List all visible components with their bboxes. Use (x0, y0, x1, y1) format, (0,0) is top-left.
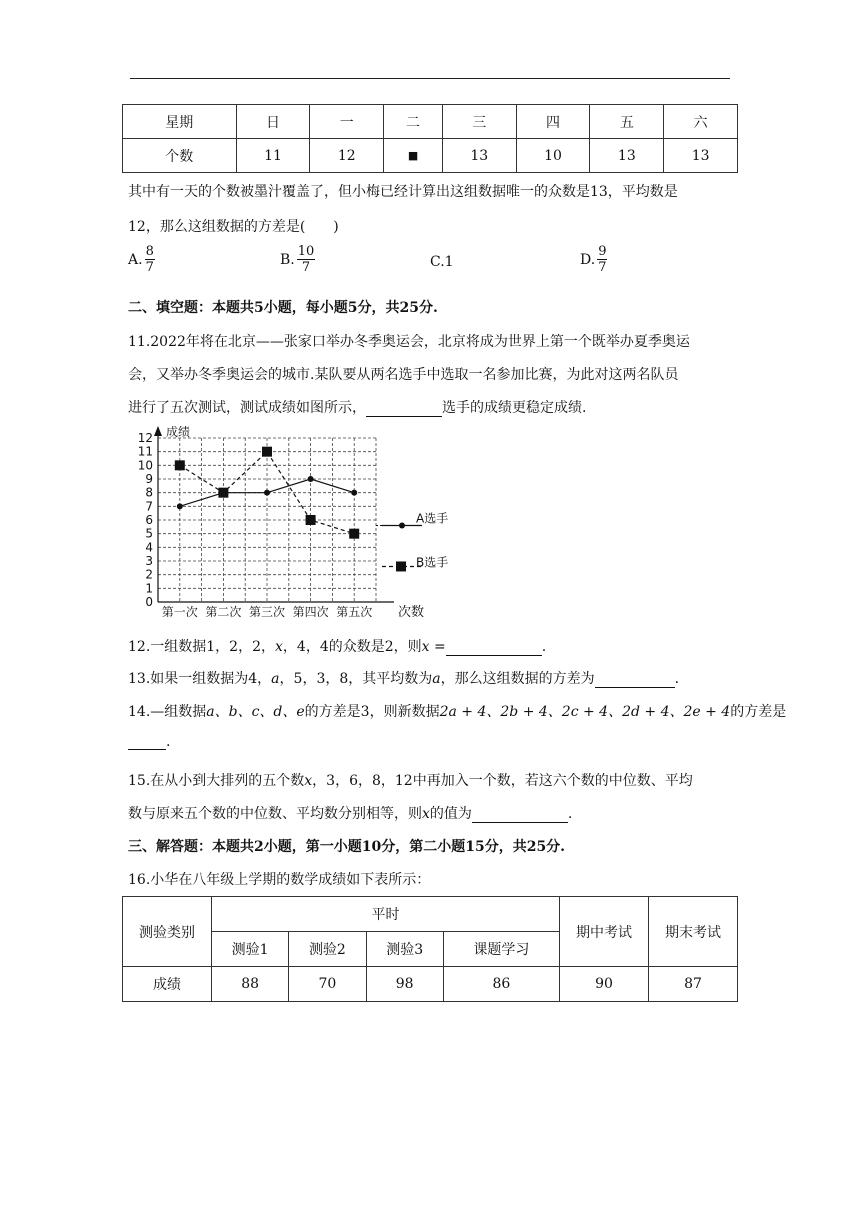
question-12-text (128, 636, 546, 656)
answer-blank (472, 822, 568, 823)
table-header: 期中考试 (560, 897, 649, 967)
table-cell: 87 (649, 967, 738, 1002)
answer-blank (366, 416, 442, 417)
table-row (123, 967, 738, 1002)
y-tick-label: 5 (145, 526, 153, 541)
text: 的值为 (429, 806, 472, 822)
question-14-text (128, 701, 786, 721)
table-row (123, 897, 738, 932)
text: 的方差是 (730, 704, 787, 720)
x-axis-label: 次数 (398, 605, 425, 620)
table-cell: 98 (366, 967, 443, 1002)
fraction (597, 244, 607, 275)
chart-grid (158, 438, 376, 602)
question-15-text (128, 770, 693, 790)
y-tick-label: 0 (145, 595, 153, 609)
header-rule (130, 78, 730, 79)
y-tick-label: 10 (137, 458, 153, 473)
fraction (145, 244, 155, 275)
question-14-text (128, 734, 170, 750)
data-point-a (308, 476, 314, 482)
text: 进行了五次测试，测试成绩如图所示， (128, 400, 366, 416)
question-10-options (128, 244, 748, 288)
question-11-text: 会，又举办冬季奥运会的城市.某队要从两名选手中选取一名参加比赛，为此对这两名队员 (128, 367, 679, 383)
y-tick-label: 7 (145, 499, 153, 514)
data-point-a (177, 503, 183, 509)
fraction (297, 244, 316, 275)
table-cell: 五 (590, 105, 664, 139)
legend-marker (399, 522, 405, 528)
y-axis-arrow (154, 426, 162, 436)
text: 15.在从小到大排列的五个数 (128, 773, 305, 789)
question-11-text (128, 397, 586, 417)
text: 选手的成绩更稳定成绩. (442, 400, 587, 416)
table-cell: 11 (236, 139, 310, 173)
option-letter: C.1 (430, 254, 454, 270)
data-point-b (262, 447, 272, 457)
text: . (541, 639, 547, 655)
legend-marker (396, 561, 406, 571)
data-point-b (349, 529, 359, 539)
option-c (430, 254, 454, 270)
x-tick-label: 第二次 (205, 605, 242, 619)
variable: a (432, 671, 441, 687)
variable: x (304, 773, 313, 789)
table-header: 测验2 (289, 932, 366, 967)
table-cell: 日 (236, 105, 310, 139)
data-point-a (264, 490, 270, 496)
variable: x (275, 639, 283, 655)
table-cell: 三 (442, 105, 516, 139)
numerator: 9 (598, 244, 607, 259)
numerator: 10 (297, 244, 315, 259)
table-cell: 六 (664, 105, 738, 139)
legend-label: A选手 (416, 511, 449, 526)
table-cell: 四 (516, 105, 590, 139)
option-letter: D. (580, 251, 596, 268)
y-tick-label: 8 (145, 485, 153, 500)
text: 13.如果一组数据为4， (128, 671, 272, 687)
table-cell: 12 (310, 139, 384, 173)
question-10-text: 其中有一天的个数被墨汁覆盖了，但小梅已经计算出这组数据唯一的众数是13，平均数是 (128, 184, 678, 200)
text: ，4，4的众数是2，则 (282, 639, 422, 655)
expression: 2a + 4、2b + 4、2c + 4、2d + 4、2e + 4 (439, 704, 731, 720)
table-cell: 90 (560, 967, 649, 1002)
option-d (580, 244, 607, 275)
answer-blank (446, 655, 542, 656)
data-point-b (306, 515, 316, 525)
question-16-text: 16.小华在八年级上学期的数学成绩如下表所示： (128, 872, 431, 888)
table-header: 平时 (212, 897, 560, 932)
option-a (128, 244, 155, 275)
table-cell: 星期 (123, 105, 237, 139)
text: ，5，3，8，其平均数为 (279, 671, 433, 687)
variable: a (271, 671, 280, 687)
text: ，3，6，8，12中再加入一个数，若这六个数的中位数、平均 (312, 773, 693, 789)
y-tick-label: 11 (137, 444, 153, 459)
y-tick-label: 6 (145, 513, 153, 527)
numerator: 8 (145, 244, 154, 259)
denominator: 7 (598, 260, 607, 275)
score-line-chart (118, 420, 458, 625)
x-tick-label: 第一次 (161, 605, 198, 619)
y-axis-label: 成绩 (166, 425, 191, 439)
y-tick-label: 1 (145, 581, 153, 596)
option-letter: B. (280, 251, 295, 268)
answer-blank (128, 749, 166, 750)
legend-label: B选手 (416, 555, 449, 570)
text: 14.—组数据 (128, 704, 207, 720)
table-cell: 70 (289, 967, 366, 1002)
denominator: 7 (301, 260, 311, 275)
text: . (567, 806, 573, 822)
table-cell: 成绩 (123, 967, 212, 1002)
y-tick-label: 9 (145, 472, 153, 486)
table-header: 测验1 (212, 932, 289, 967)
text: . (674, 671, 680, 687)
y-tick-label: 12 (137, 431, 153, 445)
table-cell: 86 (443, 967, 559, 1002)
table-cell: 一 (310, 105, 384, 139)
text: = (429, 639, 446, 655)
text: 的方差是3，则新数据 (304, 704, 440, 720)
question-11-text: 11.2022年将在北京——张家口举办冬季奥运会，北京将成为世界上第一个既举办夏季奥运 (128, 334, 690, 350)
variable: x (421, 639, 430, 655)
data-point-b (218, 488, 228, 498)
variables: a、b、c、d、e (206, 704, 305, 720)
score-table (122, 896, 738, 1002)
table-header: 期末考试 (649, 897, 738, 967)
ink-blot-cell: ■ (384, 139, 443, 173)
table-cell: 个数 (123, 139, 237, 173)
section-heading: 三、解答题：本题共2小题，第一小题10分，第二小题15分，共25分. (128, 839, 566, 855)
x-tick-label: 第三次 (248, 605, 286, 619)
question-10-text: 12，那么这组数据的方差是( ) (128, 219, 339, 235)
table-row (123, 105, 738, 139)
chart-labels (138, 424, 449, 620)
option-letter: A. (128, 251, 143, 268)
table-cell: 10 (516, 139, 590, 173)
text: 12.一组数据1，2，2， (128, 639, 275, 655)
question-13-text (128, 668, 679, 688)
chart-axes (154, 426, 394, 602)
data-point-a (351, 490, 357, 496)
text: . (166, 734, 171, 750)
table-header: 课题学习 (443, 932, 559, 967)
table-cell: 88 (212, 967, 289, 1002)
question-15-text (128, 803, 572, 823)
table-header: 测验3 (366, 932, 443, 967)
option-b (280, 244, 315, 275)
text: 数与原来五个数的中位数、平均数分别相等，则 (128, 806, 422, 822)
weekday-count-table (122, 104, 738, 173)
text: ，那么这组数据的方差为 (440, 671, 595, 687)
variable: x (422, 806, 430, 822)
y-tick-label: 4 (145, 540, 153, 555)
denominator: 7 (145, 260, 154, 275)
y-tick-label: 2 (145, 567, 153, 582)
table-cell: 13 (664, 139, 738, 173)
y-tick-label: 3 (145, 554, 153, 568)
table-cell: 13 (590, 139, 664, 173)
data-point-b (175, 460, 185, 470)
table-cell: 二 (384, 105, 443, 139)
table-row (123, 139, 738, 173)
table-cell: 13 (442, 139, 516, 173)
section-heading: 二、填空题：本题共5小题，每小题5分，共25分. (128, 300, 438, 316)
x-tick-label: 第四次 (292, 605, 329, 619)
table-header: 测验类别 (123, 897, 212, 967)
answer-blank (595, 687, 675, 688)
x-tick-label: 第五次 (336, 605, 373, 619)
